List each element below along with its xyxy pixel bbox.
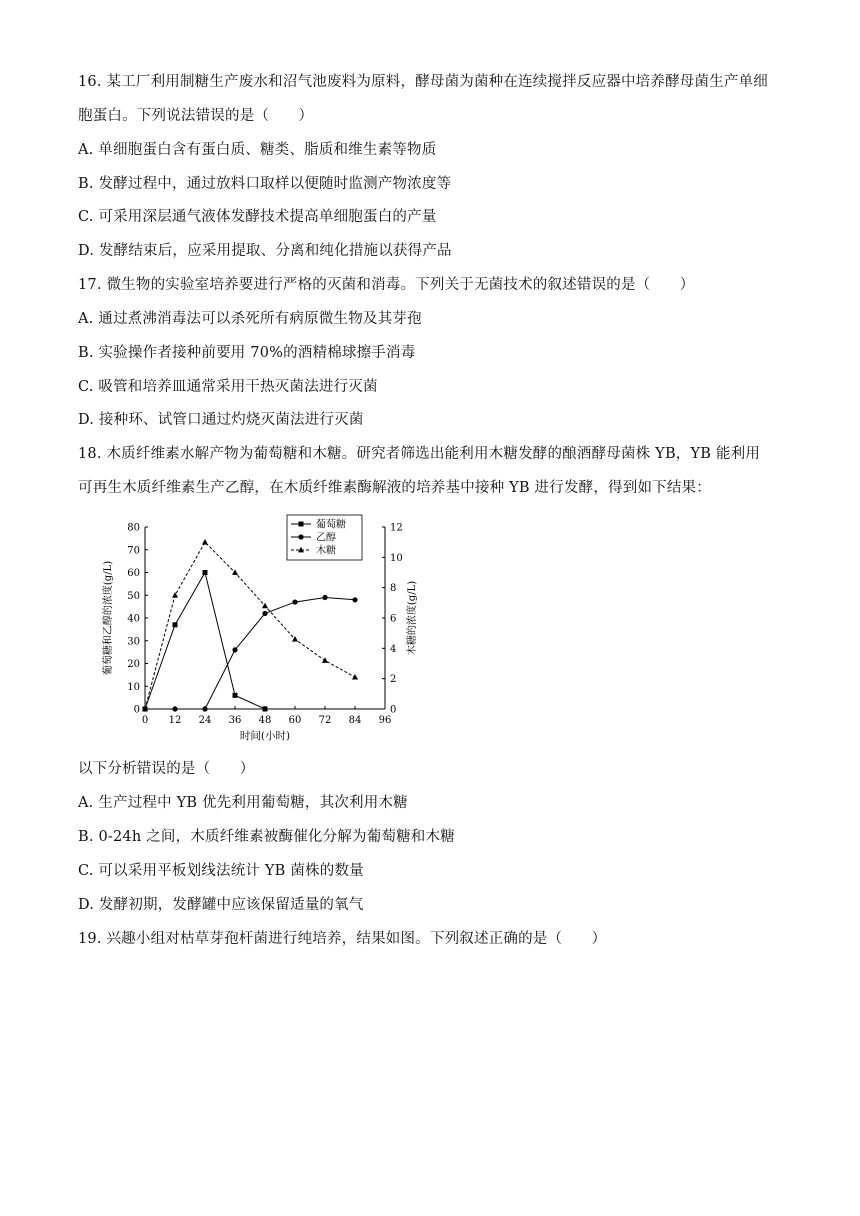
x-axis-label: 时间(小时) xyxy=(239,730,291,742)
legend-label-2: 木糖 xyxy=(316,545,336,557)
question-18-option-a: A. 生产过程中 YB 优先利用葡萄糖，其次利用木糖 xyxy=(78,795,408,811)
series-1-point xyxy=(172,706,177,711)
y-left-tick-label: 10 xyxy=(127,681,140,693)
legend-marker-1 xyxy=(298,534,303,539)
question-16-option-c: C. 可采用深层通气液体发酵技术提高单细胞蛋白的产量 xyxy=(78,209,437,225)
legend-label-1: 乙醇 xyxy=(316,532,336,544)
series-2-point xyxy=(352,674,358,680)
series-2-point xyxy=(232,569,238,575)
y-right-tick-label: 10 xyxy=(390,552,403,564)
question-16-option-d: D. 发酵结束后，应采用提取、分离和纯化措施以获得产品 xyxy=(78,243,452,259)
question-18-option-b: B. 0-24h 之间，木质纤维素被酶催化分解为葡萄糖和木糖 xyxy=(78,829,455,845)
x-tick-label: 72 xyxy=(318,715,332,726)
series-0-point xyxy=(263,707,268,712)
series-1-point xyxy=(232,647,237,652)
y-left-tick-label: 0 xyxy=(133,704,140,716)
question-17-option-d: D. 接种环、试管口通过灼烧灭菌法进行灭菌 xyxy=(78,412,364,428)
y-left-tick-label: 80 xyxy=(127,522,140,534)
y-right-tick-label: 0 xyxy=(390,704,397,716)
question-16-option-b: B. 发酵过程中，通过放料口取样以便随时监测产物浓度等 xyxy=(78,176,452,192)
question-17-option-a: A. 通过煮沸消毒法可以杀死所有病原微生物及其芽孢 xyxy=(78,311,422,327)
x-tick-label: 60 xyxy=(288,715,302,726)
x-tick-label: 84 xyxy=(348,715,362,726)
x-tick-label: 96 xyxy=(378,715,392,726)
x-tick-label: 12 xyxy=(168,715,182,726)
series-1-point xyxy=(322,595,327,600)
y-axis-right-label: 木糖的浓度(g/L) xyxy=(407,580,418,656)
y-right-tick-label: 8 xyxy=(390,583,397,595)
question-19-stem: 19. 兴趣小组对枯草芽孢杆菌进行纯培养，结果如图。下列叙述正确的是（ ） xyxy=(78,931,607,947)
x-tick-label: 48 xyxy=(258,715,272,726)
y-left-tick-label: 30 xyxy=(127,636,140,648)
question-16-stem-line2: 胞蛋白。下列说法错误的是（ ） xyxy=(78,108,314,124)
y-left-tick-label: 60 xyxy=(127,568,140,579)
series-1-point xyxy=(292,599,297,604)
x-tick-label: 36 xyxy=(228,715,242,726)
y-right-tick-label: 12 xyxy=(390,522,403,534)
y-axis-left-label: 葡萄糖和乙醇的浓度(g/L) xyxy=(103,560,114,676)
question-18-stem-line2: 可再生木质纤维素生产乙醇，在木质纤维素酶解液的培养基中接种 YB 进行发酵，得到如下结果： xyxy=(78,480,711,496)
series-2-point xyxy=(322,657,328,663)
series-0-point xyxy=(203,570,208,575)
legend-marker-0 xyxy=(299,522,304,527)
legend-label-0: 葡萄糖 xyxy=(316,519,346,531)
question-18-option-c: C. 可以采用平板划线法统计 YB 菌株的数量 xyxy=(78,863,364,879)
question-16-stem-line1: 16. 某工厂利用制糖生产废水和沼气池废料为原料，酵母菌为菌种在连续搅拌反应器中培养酵母菌生产单细 xyxy=(78,74,768,90)
series-1-point xyxy=(262,611,267,616)
question-17-stem: 17. 微生物的实验室培养要进行严格的灭菌和消毒。下列关于无菌技术的叙述错误的是（ ） xyxy=(78,277,695,293)
y-right-tick-label: 4 xyxy=(390,643,397,655)
question-18-stem-line1: 18. 木质纤维素水解产物为葡萄糖和木糖。研究者筛选出能利用木糖发酵的酿酒酵母菌株 YB，YB 能利用 xyxy=(78,446,761,462)
y-right-tick-label: 6 xyxy=(390,613,397,625)
series-0-point xyxy=(173,622,178,627)
question-17-option-c: C. 吸管和培养皿通常采用干热灭菌法进行灭菌 xyxy=(78,379,378,395)
series-1-point xyxy=(202,706,207,711)
series-1-point xyxy=(352,597,357,602)
y-left-tick-label: 50 xyxy=(127,590,140,602)
question-17-option-b: B. 实验操作者接种前要用 70%的酒精棉球擦手消毒 xyxy=(78,345,416,361)
series-2-point xyxy=(172,592,178,598)
question-18-option-d: D. 发酵初期，发酵罐中应该保留适量的氧气 xyxy=(78,897,364,913)
series-2-point xyxy=(202,539,208,545)
series-0-point xyxy=(233,693,238,698)
fermentation-chart xyxy=(100,512,430,752)
question-16-option-a: A. 单细胞蛋白含有蛋白质、糖类、脂质和维生素等物质 xyxy=(78,142,437,158)
y-left-tick-label: 20 xyxy=(127,659,140,670)
x-tick-label: 24 xyxy=(198,715,212,726)
y-left-tick-label: 70 xyxy=(127,545,140,557)
series-line-1 xyxy=(145,598,355,709)
y-right-tick-label: 2 xyxy=(390,674,397,686)
x-tick-label: 0 xyxy=(141,715,149,726)
question-18-prompt: 以下分析错误的是（ ） xyxy=(78,761,255,777)
y-left-tick-label: 40 xyxy=(127,613,140,625)
